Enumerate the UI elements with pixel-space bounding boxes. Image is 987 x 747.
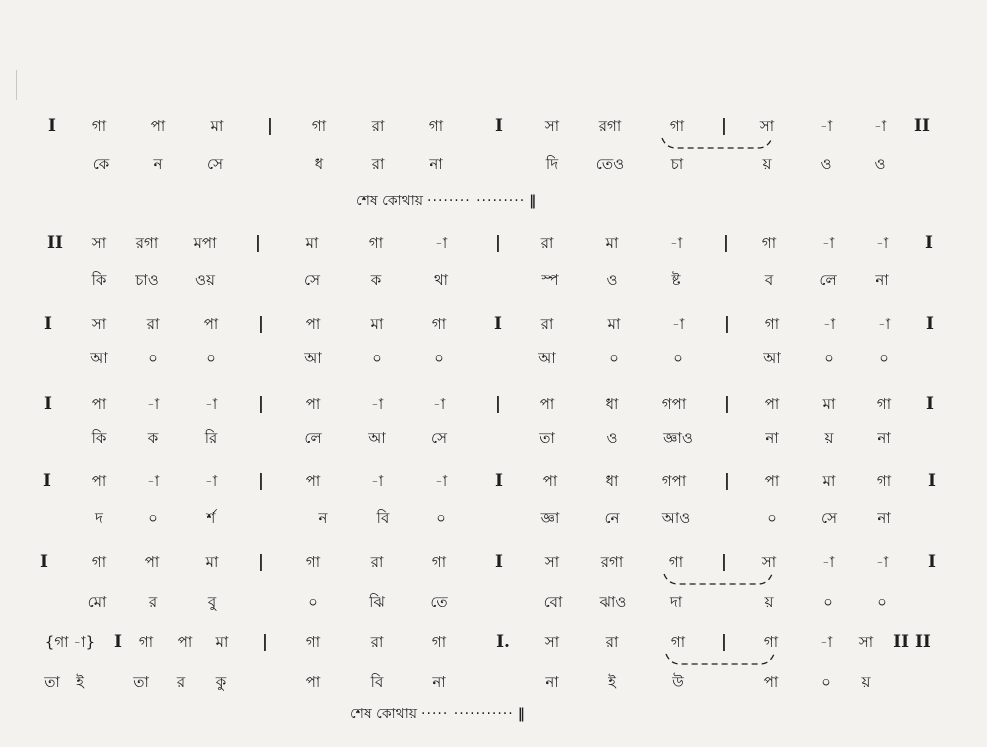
lyric-syllable: সে (821, 509, 837, 527)
ending-line (356, 189, 536, 213)
lyric-syllable: র (176, 673, 186, 691)
lyric-syllable: ই (608, 673, 616, 691)
note: -া (819, 117, 833, 135)
lyric-syllable: আ (763, 349, 781, 367)
bar-line: I (40, 552, 48, 572)
lyric-syllable: ০ (824, 349, 834, 367)
note: মা (822, 395, 836, 413)
note: গা (668, 553, 684, 571)
lyric-syllable: কি (91, 429, 107, 447)
note: মা (822, 472, 836, 490)
lyric-syllable: তা (133, 673, 149, 691)
note: গপা (661, 395, 687, 413)
note: গা (91, 553, 107, 571)
notes-row-6 (0, 548, 987, 576)
ending-label: শেষ কোথায় (350, 706, 418, 722)
lyric-syllable: আ (538, 349, 556, 367)
ending-dots: ····· ··········· (421, 706, 514, 722)
lyric-syllable: ক (370, 271, 382, 289)
lyric-syllable: ০ (308, 593, 318, 611)
note: পা (542, 472, 558, 490)
note: পা (91, 395, 107, 413)
lyric-syllable: আ (368, 429, 386, 447)
bar-line: II (47, 233, 63, 253)
ending-bar: ‖ (517, 706, 525, 722)
lyric-syllable: জ্ঞাও (663, 429, 693, 447)
note: -া (873, 117, 887, 135)
ending-bar: ‖ (529, 193, 537, 209)
note: গা (368, 234, 384, 252)
note: গা (876, 395, 892, 413)
note: সা (91, 234, 107, 252)
lyric-syllable: ঝাও (599, 593, 627, 611)
note: পা (203, 315, 219, 333)
lyric-syllable: না (545, 673, 559, 691)
note: গা (428, 117, 444, 135)
lyric-syllable: সে (304, 271, 320, 289)
lyric-syllable: ০ (609, 349, 619, 367)
lyric-syllable: লে (304, 429, 322, 447)
lyric-syllable: ও (606, 429, 618, 447)
page-margin-mark (16, 70, 17, 100)
lyric-syllable: ও (820, 155, 832, 173)
lyric-syllable: ঝি (369, 593, 385, 611)
note: রগা (598, 117, 622, 135)
note: -া (370, 472, 384, 490)
ending-line (350, 702, 525, 726)
lyric-syllable: রা (371, 155, 385, 173)
lyrics-row-2 (0, 266, 987, 294)
lyric-syllable: য় (762, 155, 772, 173)
lyric-syllable: ০ (877, 593, 887, 611)
note: পা (764, 472, 780, 490)
note: -া (875, 553, 889, 571)
lyrics-row-3 (0, 344, 987, 372)
bar-line: I (494, 314, 502, 334)
note: গা (91, 117, 107, 135)
bar-line: I (114, 632, 122, 652)
lyric-syllable: জ্ঞা (540, 509, 560, 527)
lyric-syllable: ন (318, 509, 328, 527)
note: -া (204, 395, 218, 413)
notes-row-4 (0, 390, 987, 418)
lyric-syllable: তা (44, 673, 60, 691)
lyric-syllable: কু (215, 673, 227, 691)
lyric-syllable: ০ (206, 349, 216, 367)
note: রা (371, 117, 385, 135)
ending-dots: ········ ········· (427, 193, 526, 209)
bar-line: I. (496, 632, 510, 652)
note: রা (146, 315, 160, 333)
bar-line: I (926, 394, 934, 414)
note: গা (431, 553, 447, 571)
bar-line: | (494, 233, 502, 253)
bar-line: | (720, 552, 728, 572)
note: রগা (135, 234, 159, 252)
note: ধা (605, 472, 619, 490)
note: রা (605, 633, 619, 651)
note: গা (670, 633, 686, 651)
lyric-syllable: বি (370, 673, 384, 691)
bar-line: | (257, 394, 265, 414)
bar-line: II (914, 116, 930, 136)
note: গা (761, 234, 777, 252)
lyric-syllable: দা (669, 593, 683, 611)
lyric-syllable: না (432, 673, 446, 691)
lyric-syllable: য় (824, 429, 834, 447)
lyric-syllable: সে (431, 429, 447, 447)
note: -া (204, 472, 218, 490)
note: গা (305, 553, 321, 571)
bar-line: | (261, 632, 269, 652)
lyric-syllable: কে (92, 155, 110, 173)
lyric-syllable: না (765, 429, 779, 447)
lyric-syllable: না (877, 429, 891, 447)
lyrics-row-1 (0, 150, 987, 178)
lyric-syllable: ০ (767, 509, 777, 527)
note: সা (759, 117, 775, 135)
bar-line: | (723, 314, 731, 334)
note: মপা (193, 234, 217, 252)
bar-line: | (254, 233, 262, 253)
lyric-syllable: চাও (135, 271, 159, 289)
note: গা (311, 117, 327, 135)
lyric-syllable: আও (661, 509, 691, 527)
note: মা (215, 633, 229, 651)
lyric-syllable: ০ (372, 349, 382, 367)
note: গা (431, 315, 447, 333)
note: গা (138, 633, 154, 651)
note: রা (540, 315, 554, 333)
lyric-syllable: ক (147, 429, 159, 447)
note: গা (305, 633, 321, 651)
slur-mark (660, 136, 774, 150)
lyric-syllable: তেও (595, 155, 625, 173)
note: মা (205, 553, 219, 571)
lyric-syllable: য় (861, 673, 871, 691)
note: -া (370, 395, 384, 413)
note: পা (539, 395, 555, 413)
note: -া (432, 395, 446, 413)
lyric-syllable: বো (543, 593, 563, 611)
lyric-syllable: না (875, 271, 889, 289)
note: -া (822, 315, 836, 333)
lyrics-row-7 (0, 668, 987, 696)
lyric-syllable: ০ (673, 349, 683, 367)
lyric-syllable: চা (670, 155, 684, 173)
notes-row-1 (0, 112, 987, 140)
note: পা (177, 633, 193, 651)
note: -া (669, 234, 683, 252)
bar-line: | (257, 552, 265, 572)
note: পা (305, 395, 321, 413)
lyric-syllable: বি (376, 509, 390, 527)
bar-line: | (722, 233, 730, 253)
lyric-syllable: ০ (823, 593, 833, 611)
bar-line: | (720, 116, 728, 136)
note: -া (821, 234, 835, 252)
lyric-syllable: বু (207, 593, 217, 611)
notes-row-2 (0, 229, 987, 257)
bar-line: | (257, 471, 265, 491)
notes-row-3 (0, 310, 987, 338)
bar-line: | (720, 632, 728, 652)
note: সা (544, 633, 560, 651)
bar-line: II II (893, 632, 931, 652)
bar-line: I (925, 233, 933, 253)
bar-line: I (43, 471, 51, 491)
ending-label: শেষ কোথায় (356, 193, 424, 209)
note: -া (146, 395, 160, 413)
lyric-syllable: ০ (879, 349, 889, 367)
note: -া (671, 315, 685, 333)
note: গা (431, 633, 447, 651)
note: -া (877, 315, 891, 333)
lyric-syllable: ষ্ট (671, 271, 681, 289)
lyric-syllable: ও (606, 271, 618, 289)
bar-line: | (723, 394, 731, 414)
lyric-syllable: সে (207, 155, 223, 173)
note: -া (821, 553, 835, 571)
lyric-syllable: উ (672, 673, 684, 691)
lyric-syllable: ০ (148, 509, 158, 527)
note: রা (540, 234, 554, 252)
notes-row-5 (0, 467, 987, 495)
lyric-syllable: ০ (148, 349, 158, 367)
note: ধা (605, 395, 619, 413)
lyric-syllable: ব (764, 271, 774, 289)
bar-line: I (928, 471, 936, 491)
note: মা (605, 234, 619, 252)
lyric-syllable: দি (545, 155, 559, 173)
lyric-syllable: র (148, 593, 158, 611)
note: -া (819, 633, 833, 651)
lyrics-row-6 (0, 588, 987, 616)
bar-line: | (266, 116, 274, 136)
bar-line: I (926, 314, 934, 334)
note: পা (305, 472, 321, 490)
lyric-syllable: য় (764, 593, 774, 611)
note: সা (544, 553, 560, 571)
lyric-syllable: ০ (436, 509, 446, 527)
note: সা (544, 117, 560, 135)
lyric-syllable: নে (604, 509, 620, 527)
bar-line: I (495, 471, 503, 491)
note: পা (91, 472, 107, 490)
bar-line: | (494, 394, 502, 414)
note: মা (305, 234, 319, 252)
lyric-syllable: র্শ (206, 509, 216, 527)
note: গা (763, 633, 779, 651)
note: পা (305, 315, 321, 333)
lyric-syllable: থা (433, 271, 449, 289)
bar-line: I (928, 552, 936, 572)
lyrics-row-4 (0, 424, 987, 452)
lyric-syllable: স্প (541, 271, 559, 289)
lyric-syllable: ০ (821, 673, 831, 691)
note: রা (370, 633, 384, 651)
bar-line: I (495, 552, 503, 572)
note: গা (669, 117, 685, 135)
bar-line: I (48, 116, 56, 136)
lyric-syllable: ও (874, 155, 886, 173)
lyric-syllable: না (429, 155, 443, 173)
bar-line: I (44, 394, 52, 414)
bar-line: | (723, 471, 731, 491)
notes-row-7 (0, 628, 987, 656)
slur-mark (662, 572, 774, 586)
note: পা (144, 553, 160, 571)
note: মা (210, 117, 224, 135)
bar-line: I (495, 116, 503, 136)
note: সা (858, 633, 874, 651)
lyric-syllable: ০ (434, 349, 444, 367)
slur-mark (664, 652, 776, 666)
note: পা (150, 117, 166, 135)
lyrics-row-5 (0, 504, 987, 532)
note: মা (370, 315, 384, 333)
note: সা (761, 553, 777, 571)
lyric-syllable: ন (153, 155, 163, 173)
bar-line: | (257, 314, 265, 334)
lyric-syllable: ধ (314, 155, 324, 173)
lyric-syllable: পা (305, 673, 321, 691)
note-group: {গা -া} (44, 633, 96, 651)
lyric-syllable: মো (87, 593, 107, 611)
note: রা (370, 553, 384, 571)
note: -া (434, 234, 448, 252)
note: -া (875, 234, 889, 252)
lyric-syllable: রি (204, 429, 218, 447)
note: মা (607, 315, 621, 333)
lyric-syllable: ই (76, 673, 84, 691)
lyric-syllable: ওয় (195, 271, 215, 289)
lyric-syllable: পা (763, 673, 779, 691)
bar-line: I (44, 314, 52, 334)
lyric-syllable: তা (539, 429, 555, 447)
note: গা (764, 315, 780, 333)
note: -া (434, 472, 448, 490)
lyric-syllable: না (877, 509, 891, 527)
note: রগা (600, 553, 624, 571)
note: গা (876, 472, 892, 490)
lyric-syllable: দ (95, 509, 103, 527)
note: গপা (661, 472, 687, 490)
lyric-syllable: আ (90, 349, 108, 367)
note: পা (764, 395, 780, 413)
note: সা (91, 315, 107, 333)
lyric-syllable: আ (304, 349, 322, 367)
lyric-syllable: লে (819, 271, 837, 289)
note: -া (146, 472, 160, 490)
lyric-syllable: তে (430, 593, 448, 611)
lyric-syllable: কি (91, 271, 107, 289)
